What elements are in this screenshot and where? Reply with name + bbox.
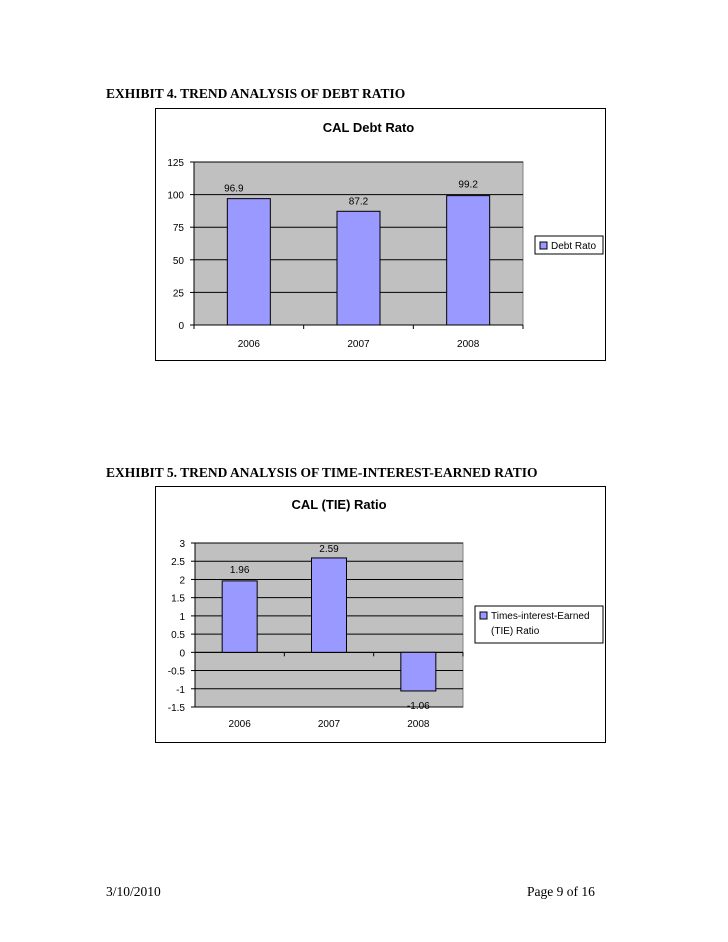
y-tick-label: -0.5 [167,666,185,678]
x-tick-label-2006: 2006 [228,719,251,730]
y-tick-label: 25 [172,288,184,300]
exhibit-4-heading: EXHIBIT 4. TREND ANALYSIS OF DEBT RATIO [106,86,406,101]
legend-label: (TIE) Ratio [491,626,540,637]
y-tick-label: 0 [178,321,184,332]
x-tick-label-2006: 2006 [237,339,260,350]
y-tick-label: 75 [172,223,184,235]
y-tick-label: -1 [176,684,185,696]
bar-2006 [222,581,257,652]
y-tick-label: 0 [179,648,185,660]
x-tick-label-2007: 2007 [347,339,370,350]
x-tick-label-2008: 2008 [457,339,480,350]
footer-date: 3/10/2010 [106,884,161,899]
legend-swatch [480,612,487,619]
y-tick-label: 50 [172,255,184,267]
bar-2008 [401,652,436,691]
x-tick-label-2007: 2007 [317,719,341,730]
data-label-2006: 96.9 [224,183,244,195]
bar-2008 [447,196,490,325]
exhibit-5-heading: EXHIBIT 5. TREND ANALYSIS OF TIME-INTEREST-EARNED RATIO [106,465,538,480]
y-tick-label: -1.5 [167,703,185,714]
legend-label: Debt Rato [551,241,597,252]
data-label-2008: 99.2 [458,179,478,191]
y-tick-label: 100 [167,190,184,202]
legend-label: Times-interest-Earned [491,611,590,622]
y-tick-label: 3 [179,539,185,550]
bar-2006 [227,199,270,325]
data-label-2007: 2.59 [319,543,339,555]
bar-2007 [337,211,380,325]
y-tick-label: 1 [179,611,185,623]
y-tick-label: 0.5 [171,630,185,642]
x-tick-label-2008: 2008 [407,719,430,730]
bar-2007 [312,558,347,652]
legend-swatch [540,242,547,249]
tie-ratio-chart [156,487,605,742]
tie-ratio-chart-frame [155,486,606,743]
footer-page-number: Page 9 of 16 [527,884,595,899]
chart-title: CAL (TIE) Ratio [291,497,387,512]
y-tick-label: 1.5 [171,593,185,605]
debt-ratio-chart-frame [155,108,606,361]
y-tick-label: 125 [167,158,184,169]
y-tick-label: 2.5 [171,557,185,569]
chart-title: CAL Debt Rato [322,120,415,135]
data-label-2007: 87.2 [348,196,369,208]
data-label-2006: 1.96 [229,564,250,576]
data-label-2008: -1.06 [406,700,430,712]
y-tick-label: 2 [179,575,185,587]
debt-ratio-chart [156,109,605,360]
